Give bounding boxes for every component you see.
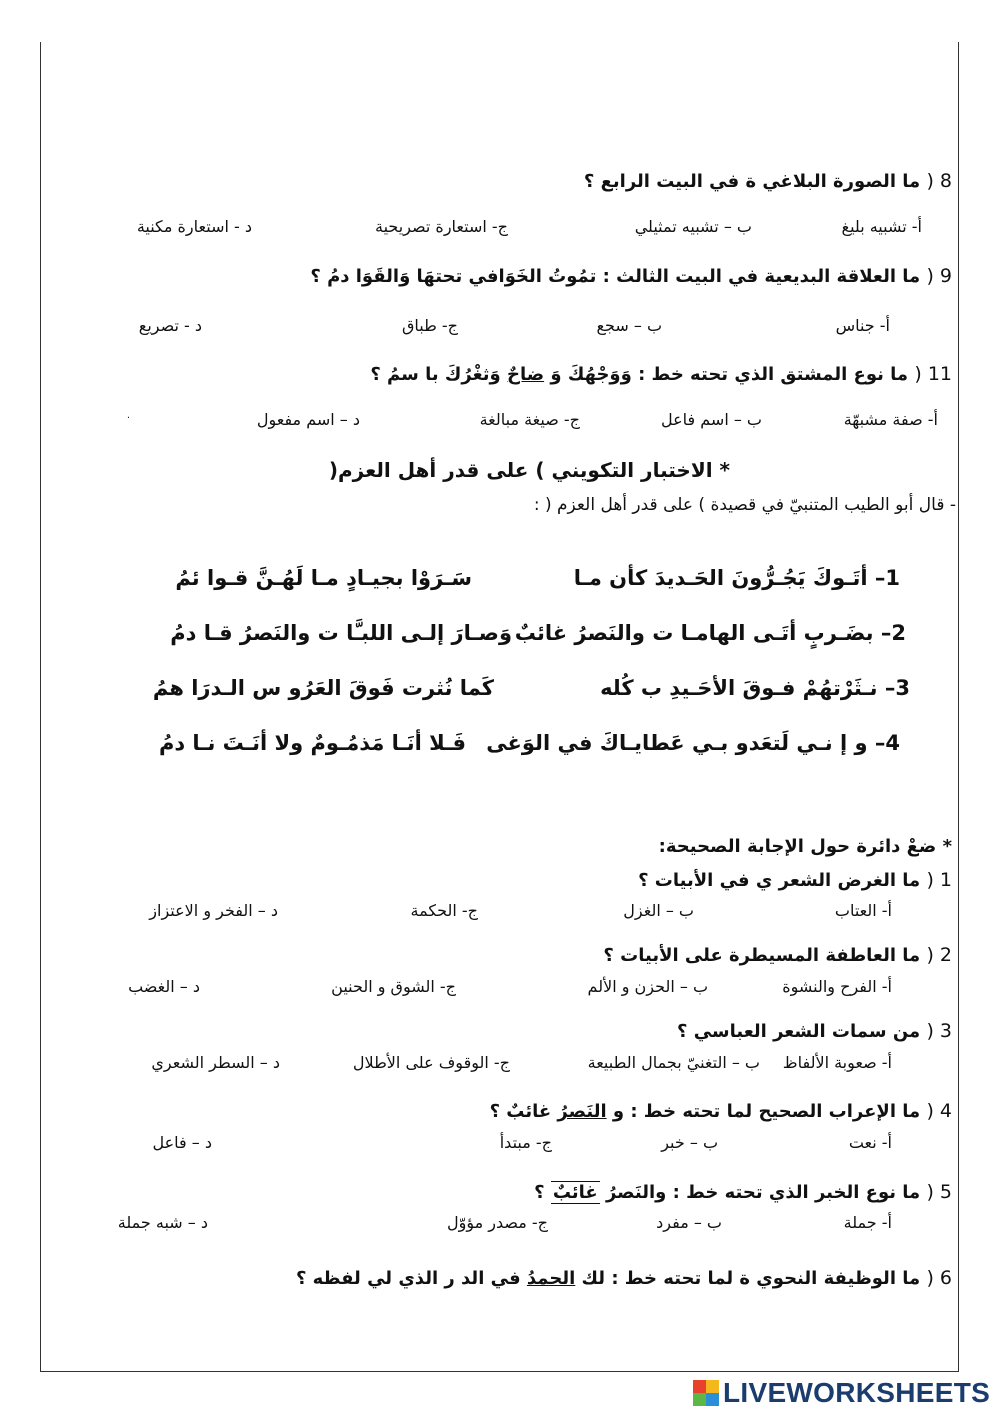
q8-option-b[interactable]: ب – تشبيه تمثيلي: [634, 217, 752, 236]
q4-option-b[interactable]: ب – خبر: [661, 1133, 718, 1152]
instruction: * ضعْ دائرة حول الإجابة الصحيحة:: [658, 836, 952, 857]
q4-option-c[interactable]: ج- مبتدأ: [499, 1133, 552, 1152]
underlined-word: ضاحٌ: [506, 364, 545, 385]
q3-option-b[interactable]: ب – التغنيّ بجمال الطبيعة: [587, 1053, 760, 1072]
q8-option-a[interactable]: أ- تشبيه بليغ: [841, 217, 922, 236]
q11-option-c[interactable]: ج- صيغة مبالغة: [479, 410, 580, 429]
logo-text: LIVEWORKSHEETS: [723, 1377, 991, 1408]
q5-option-a[interactable]: أ- جملة: [843, 1213, 892, 1232]
q9-option-a[interactable]: أ- جناس: [835, 316, 890, 335]
q9-option-b[interactable]: ب – سجع: [596, 316, 662, 335]
q2-option-d[interactable]: د – الغضب: [128, 977, 200, 996]
q11-option-d[interactable]: د – اسم مفعول: [256, 410, 360, 429]
question-4: 4 ( ما الإعراب الصحيح لما تحته خط : و النَصرُ غائبٌ ؟: [489, 1100, 952, 1122]
question-6: 6 ( ما الوظيفة النحوي ة لما تحته خط : لك الحمدُ في الد ر الذي لي لفظه ؟: [295, 1267, 952, 1289]
question-5: 5 ( ما نوع الخبر الذي تحته خط : والنَصرُ غائبٌ ؟: [534, 1181, 952, 1203]
q5-option-d[interactable]: د – شبه جملة: [117, 1213, 208, 1232]
question-8: 8 ( ما الصورة البلاغي ة في البيت الرابع ؟: [583, 170, 952, 192]
underlined-word: الحمدُ: [526, 1268, 576, 1289]
q11-option-b[interactable]: ب – اسم فاعل: [660, 410, 762, 429]
page-frame-bottom: [40, 1371, 959, 1372]
section-heading: * الاختبار التكويني ) على قدر أهل العزم(: [328, 458, 730, 482]
page-frame-right: [958, 42, 959, 1372]
q8-option-d[interactable]: د - استعارة مكنية: [136, 217, 252, 236]
q5-option-c[interactable]: ج- مصدر مؤوّل: [446, 1213, 548, 1232]
question-3: 3 ( من سمات الشعر العباسي ؟: [676, 1020, 952, 1042]
q3-option-a[interactable]: أ- صعوبة الألفاظ: [782, 1053, 892, 1072]
verse-2-second-half: وَصـارَ إلـى اللبـَّا ت والنَصرُ قـا دمُ: [170, 621, 512, 645]
q2-option-b[interactable]: ب – الحزن و الألم: [587, 977, 708, 996]
q11-stray-dot: .: [126, 410, 130, 421]
q2-option-c[interactable]: ج- الشوق و الحنين: [331, 977, 456, 996]
q1-option-c[interactable]: ج- الحكمة: [410, 901, 478, 920]
q5-option-b[interactable]: ب – مفرد: [656, 1213, 722, 1232]
q3-option-c[interactable]: ج- الوقوف على الأطلال: [352, 1053, 510, 1072]
verse-3-first-half: 3– نـثَرْتهُمْ فـوقَ الأحَـيدِ ب كُله: [600, 676, 910, 700]
verse-1-first-half: 1– أتَـوكَ يَجُـرُّونَ الحَـديدَ كأن مـا: [573, 566, 900, 590]
q1-option-a[interactable]: أ- العتاب: [834, 901, 892, 920]
page-frame-left: [40, 42, 41, 1372]
q2-option-a[interactable]: أ- الفرح والنشوة: [782, 977, 892, 996]
q1-option-d[interactable]: د – الفخر و الاعتزاز: [149, 901, 278, 920]
q9-option-d[interactable]: د - تصريع: [138, 316, 202, 335]
q9-option-c[interactable]: ج- طباق: [401, 316, 458, 335]
underlined-word: غائبٌ: [552, 1182, 598, 1203]
verse-4-first-half: 4– و إ نـي لَتعَدو بـي عَطايـاكَ في الوَغى: [486, 731, 900, 755]
question-9: 9 ( ما العلاقة البديعية في البيت الثالث : تمُوتُ الخَوَافي تحتهَا وَالقَوَا دمُ ؟: [310, 265, 952, 287]
underlined-word: النَصرُ: [557, 1101, 607, 1122]
q4-option-d[interactable]: د – فاعل: [152, 1133, 212, 1152]
q1-option-b[interactable]: ب – الغزل: [623, 901, 694, 920]
q11-option-a[interactable]: أ- صفة مشبهّة: [843, 410, 938, 429]
liveworksheets-logo: [693, 1378, 990, 1408]
q3-option-d[interactable]: د – السطر الشعري: [151, 1053, 280, 1072]
section-intro: - قال أبو الطيب المتنبيّ في قصيدة ) على قدر أهل العزم ( :: [533, 495, 956, 515]
question-1: 1 ( ما الغرض الشعر ي في الأبيات ؟: [638, 869, 952, 891]
verse-2-first-half: 2– بضَـربٍ أتَـى الهامـا ت والنَصرُ غائبٌ: [514, 621, 906, 645]
verse-4-second-half: فَـلا أنَـا مَذمُـومٌ ولا أنَـتَ نـا دمُ: [158, 731, 466, 755]
verse-3-second-half: كَما نُثرت فَوقَ العَرُو س الـدرَا همُ: [152, 676, 494, 700]
question-11: 11 ( ما نوع المشتق الذي تحته خط : وَوَجْهُكَ وَ ضاحٌ وَثغْرُكَ با سمُ ؟: [370, 363, 952, 385]
verse-1-second-half: سَـرَوْا بجيـادٍ مـا لَهُـنَّ قـوا ئمُ: [175, 566, 472, 590]
q8-option-c[interactable]: ج- استعارة تصريحية: [375, 217, 508, 236]
question-2: 2 ( ما العاطفة المسيطرة على الأبيات ؟: [603, 944, 952, 966]
q4-option-a[interactable]: أ- نعت: [848, 1133, 892, 1152]
logo-squares-icon: [693, 1380, 719, 1406]
